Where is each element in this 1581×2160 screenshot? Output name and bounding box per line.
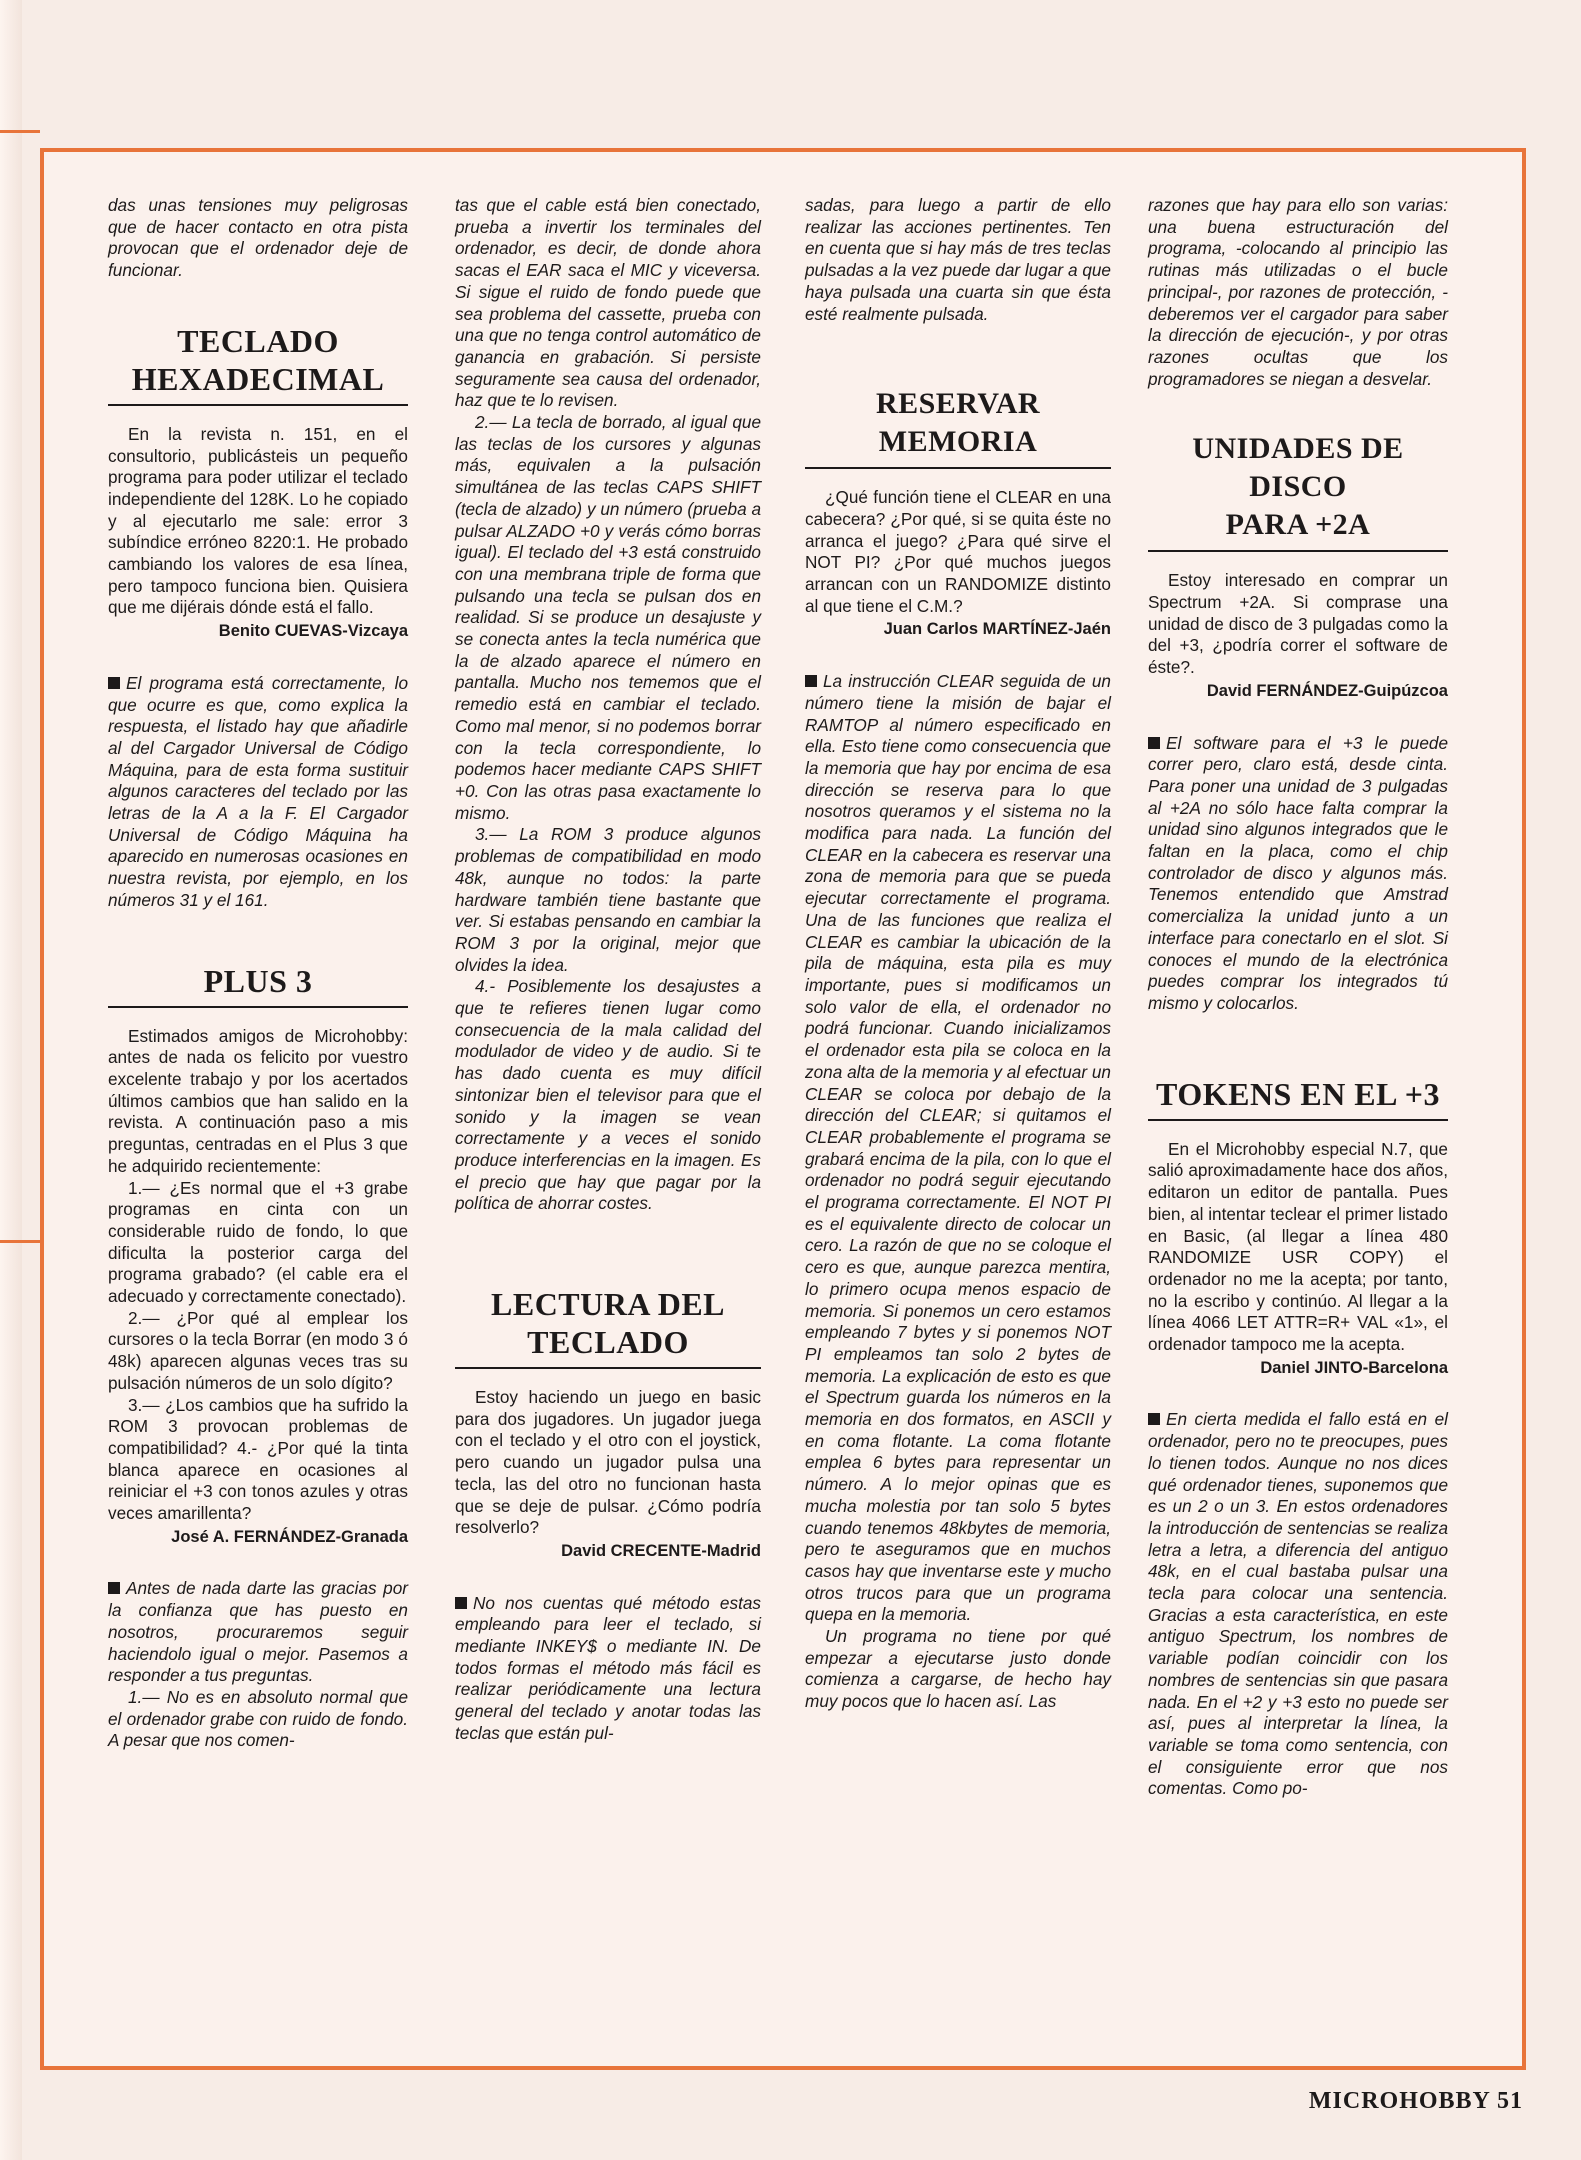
answer-square-icon [108, 677, 120, 689]
answer-text: tas que el cable está bien conectado, prueba a invertir los terminales del ordenador, es decir, de donde ahora sacas el EAR saca el MIC y viceversa. Si sigue el ruido de fondo puede que sea problema del cassette, prueba con una que no tenga control automático de ganancia en grabación. Si persiste seguramente sea causa del ordenador, haz que te lo revisen. [455, 195, 761, 411]
orange-margin-line [0, 130, 40, 133]
heading-unidades-de-disco [1148, 430, 1448, 552]
signature-city: -Granada [335, 1527, 408, 1546]
letter-text: 3.— ¿Los cambios que ha sufrido la ROM 3 provocan problemas de compatibilidad? 4.- ¿Por qué la tinta blanca aparece en ocasiones al reiniciar el +3 con tonos azules y otras veces amarillenta? [108, 1394, 408, 1524]
paragraph: das unas tensiones muy peligrosas que de hacer contacto en otra pista provocan que el ordenador deje de funcionar. [108, 195, 408, 281]
answer-body: El software para el +3 le puede correr pero, claro está, desde cinta. Para poner una unidad de 3 pulgadas al +2A no sólo hace falta comprar la unidad sino algunos integrados que le faltan en la placa, como el chip controlador de disco y algunos más. Tenemos entendido que Amstrad comercializa la unidad junto a un interface para conectarlo en el slot. Si conoces el mundo de la electrónica puedes comprar los integrados tú mismo y colocarlos. [1148, 732, 1448, 1013]
letter-text: Estoy interesado en comprar un Spectrum +2A. Si comprase una unidad de disco de 3 pulgadas como la del +3, ¿podría correr el software de éste?. [1148, 570, 1448, 678]
letter-text: En el Microhobby especial N.7, que salió aproximadamente hace dos años, editaron un editor de pantalla. Pues bien, al intentar teclear el primer listado en Basic, (al llegar a línea 480 RANDOMIZE USR COPY) el ordenador no me la acepta; por tanto, no la escribo y continúo. Al llegar a la línea 4066 LET ATTR=R+ VAL «1», el ordenador tampoco me la acepta. [1148, 1138, 1448, 1355]
answer-body: No nos cuentas qué método estas empleando para leer el teclado, si mediante INKEY$ o mediante IN. De todos formas el método más fácil es realizar periódicamente una lectura general del teclado y anotar todas las teclas que están pul- [455, 1592, 761, 1743]
answer-body: La instrucción CLEAR seguida de un número tiene la misión de bajar el RAMTOP al número especificado en ella. Esto tiene como consecuencia que la memoria que hay por encima de esa dirección se reserva para lo que nosotros queramos y el sistema no la modifica para nada. La función del CLEAR en la cabecera es reservar una zona de memoria para que se pueda ejecutar correctamente el programa. Una de las funciones que realiza el CLEAR es cambiar la ubicación de la pila de máquina, esta pila es muy importante, pues si modificamos un solo valor de ella, el ordenador no podrá funcionar. Cuando inicializamos el ordenador esta pila se coloca en la zona alta de la memoria y al efectuar un CLEAR se coloca por debajo de la dirección del CLEAR; si quitamos el CLEAR probablemente el programa se grabará encima de la pila, con lo que el ordenador no podrá seguir ejecutando el programa correctamente. El NOT PI es el equivalente directo de colocar un cero. La razón de que no se coloque el cero es que, aunque parezca mentira, lo primero ocupa menos espacio de memoria. Si ponemos un cero estamos empleando 7 bytes y si ponemos NOT PI empleamos tan solo 2 bytes de memoria. La explicación de esto es que el Spectrum guarda los números en la memoria en dos formatos, en ASCII y en coma flotante. La coma flotante emplea 6 bytes para representar un número. A lo mejor opinas que es mucha molestia por tan solo 5 bytes cuando tenemos 48kbytes de memoria, pero te aseguramos que en muchos casos hay que inventarse este y mucho otros trucos para que un programa quepa en la memoria. [805, 671, 1111, 1625]
signature-name: David FERNÁNDEZ [1206, 681, 1359, 700]
signature [1148, 681, 1448, 703]
heading-line: HEXADECIMAL [131, 360, 385, 397]
heading-tokens-en-el-3: TOKENS EN EL +3 [1148, 1075, 1448, 1121]
answer-square-icon [1148, 737, 1160, 749]
answer-text: sadas, para luego a partir de ello realizar las acciones pertinentes. Ten en cuenta que si hay más de tres teclas pulsadas a la vez puede dar lugar a que haya pulsada una cuarta sin que ésta esté realmente pulsada. [805, 195, 1111, 324]
answer-square-icon [1148, 1413, 1160, 1425]
letter-text: 2.— ¿Por qué al emplear los cursores o la tecla Borrar (en modo 3 ó 48k) aparecen algunas veces tras su pulsación números de un solo dígito? [108, 1307, 408, 1393]
signature-name: Daniel JINTO [1260, 1358, 1363, 1377]
answer-text [1148, 1409, 1448, 1800]
heading-line: TECLADO [177, 322, 339, 359]
signature [455, 1541, 761, 1563]
orange-margin-line [0, 1240, 40, 1243]
column-3 [805, 195, 1111, 1713]
page-footer [1309, 2088, 1523, 2115]
letter-text: ¿Qué función tiene el CLEAR en una cabecera? ¿Por qué, si se quita éste no arranca el juego? ¿Para qué sirve el NOT PI? ¿Por qué muchos juegos arrancan con un RANDOMIZE distinto al que tiene el C.M.? [805, 487, 1111, 616]
answer-text [108, 1578, 408, 1687]
answer-text: razones que hay para ello son varias: una buena estructuración del programa, -colocando al principio las rutinas más utilizadas o el bucle principal-, por razones de protección, -deberemos ver el cargador para saber la dirección de ejecución-, y por otras razones ocultas que los programadores se niegan a desvelar. [1148, 195, 1448, 389]
page-binding [0, 0, 22, 2160]
answer-text [1148, 733, 1448, 1015]
answer-text [108, 673, 408, 912]
signature-city: -Jaén [1067, 620, 1111, 639]
signature [108, 1527, 408, 1549]
heading-lectura-del-teclado [455, 1285, 761, 1369]
answer-square-icon [108, 1582, 120, 1594]
signature-city: -Madrid [701, 1541, 761, 1560]
answer-body: En cierta medida el fallo está en el ordenador, pero no te preocupes, pues lo tienen todos. Aunque no nos dices qué ordenador tienes, suponemos que es un 2 o un 3. En estos ordenadores la introducción de sentencias se realiza letra a letra, a diferencia del antiguo 48k, en el cual bastaba pulsar una tecla para colocar una sentencia. Gracias a esta característica, en este antiguo Spectrum, los nombres de variable podían coincidir con los nombres de sentencias sin que pasara nada. En el +2 y +3 esto no puede ser así, pues al interpretar la línea, la variable se toma como sentencia, con el consiguiente error que nos comentas. Como po- [1148, 1409, 1449, 1799]
signature [1148, 1358, 1448, 1380]
column-4 [1148, 195, 1448, 1800]
answer-text [455, 1593, 761, 1745]
letter-text: Estimados amigos de Microhobby: antes de nada os felicito por vuestro excelente trabajo y por los acertados últimos cambios que han salido en la revista. A continuación paso a mis preguntas, centradas en el Plus 3 que he adquirido recientemente: [108, 1025, 408, 1176]
letter-text: Estoy haciendo un juego en basic para dos jugadores. Un jugador juega con el teclado y el otro con el joystick, pero cuando un jugador pulsa una tecla, las del otro no funcionan hasta que se deje de pulsar. ¿Cómo podría resolverlo? [455, 1387, 761, 1538]
signature-name: Benito CUEVAS [218, 622, 343, 641]
answer-text: 4.- Posiblemente los desajustes a que te refieres tienen lugar como consecuencia de la mala calidad del modulador de video y de audio. Si te has dado cuenta es muy difícil sintonizar bien el televisor para que el sonido y la imagen se vean correctamente y a veces el sonido produce interferencias en la imagen. Es el precio que hay que pagar por la política de ahorrar costes. [455, 976, 761, 1214]
heading-line: LECTURA DEL [491, 1286, 725, 1323]
answer-square-icon [805, 675, 817, 687]
magazine-name: MICROHOBBY [1308, 2088, 1490, 2114]
signature-city: -Guipúzcoa [1358, 681, 1448, 700]
answer-body: El programa está correctamente, lo que ocurre es que, como explica la respuesta, el listado hay que añadirle al del Cargador Universal de Código Máquina, para de esta forma sustituir algunos caracteres del teclado por las letras de la A a la F. El Cargador Universal de Código Máquina ha aparecido en numerosas ocasiones en nuestra revista, por ejemplo, en los números 31 y el 161. [108, 672, 408, 910]
letter-text: 1.— ¿Es normal que el +3 grabe programas en cinta con un considerable ruido de fondo, lo que dificulta la posterior carga del programa grabado? (el cable era el adecuado y correctamente conectado). [108, 1177, 408, 1307]
signature-name: Juan Carlos MARTÍNEZ [883, 620, 1068, 639]
signature-city: -Barcelona [1362, 1358, 1448, 1377]
signature [108, 621, 408, 643]
answer-text: Un programa no tiene por qué empezar a ejecutarse justo donde comienza a cargarse, de hecho hay muy pocos que lo hacen así. Las [805, 1626, 1111, 1712]
letter-text: En la revista n. 151, en el consultorio, publicásteis un pequeño programa para poder utilizar el teclado independiente del 128K. Lo he copiado y al ejecutarlo me sale: error 3 subíndice erróneo 8220:1. He probado cambiando los valores de esa línea, pero tampoco funciona bien. Quisiera que me dijérais dónde está el fallo. [108, 423, 408, 618]
heading-line: UNIDADES DE DISCO [1192, 432, 1404, 504]
signature-name: David CRECENTE [561, 1541, 702, 1560]
heading-teclado-hexadecimal [108, 322, 408, 406]
heading-plus-3: PLUS 3 [108, 962, 408, 1008]
answer-text: 3.— La ROM 3 produce algunos problemas de compatibilidad en modo 48k, aunque no todos: la parte hardware también tiene bastante que ver. Si estabas pensando en cambiar la ROM 3 por la original, mejor que olvides la idea. [455, 824, 761, 975]
answer-text [805, 671, 1111, 1626]
column-1 [108, 195, 408, 1752]
heading-line: PARA +2A [1225, 508, 1371, 542]
signature [805, 619, 1111, 641]
answer-text: 1.— No es en absoluto normal que el ordenador grabe con ruido de fondo. A pesar que nos comen- [108, 1686, 408, 1751]
signature-city: -Vizcaya [342, 622, 408, 641]
answer-body: Antes de nada darte las gracias por la confianza que has puesto en nosotros, procuraremos seguir haciendolo igual o mejor. Pasemos a responder a tus preguntas. [108, 1578, 408, 1686]
heading-reservar-memoria: RESERVAR MEMORIA [805, 385, 1111, 469]
answer-text: 2.— La tecla de borrado, al igual que las teclas de los cursores y algunas más, equivalen a la pulsación simultánea de las teclas CAPS SHIFT (tecla de alzado) y un número (prueba a pulsar ALZADO +0 y verás cómo borras igual). El teclado del +3 está construido con una membrana triple de forma que pulsando una tecla se pulsan dos en realidad. Si se produce un desajuste y se conecta antes la tecla numérica que la de alzado aparece el número en pantalla. Mucho nos tememos que el remedio está en cambiar el teclado. Como mal menor, si no podemos borrar con la tecla correspondiente, lo podemos hacer mediante CAPS SHIFT +0. Con las otras pasa exactamente lo mismo. [455, 412, 761, 823]
heading-line: TECLADO [527, 1324, 689, 1361]
column-2 [455, 195, 761, 1745]
answer-square-icon [455, 1597, 467, 1609]
page-number: 51 [1497, 2088, 1523, 2114]
signature-name: José A. FERNÁNDEZ [171, 1527, 336, 1546]
